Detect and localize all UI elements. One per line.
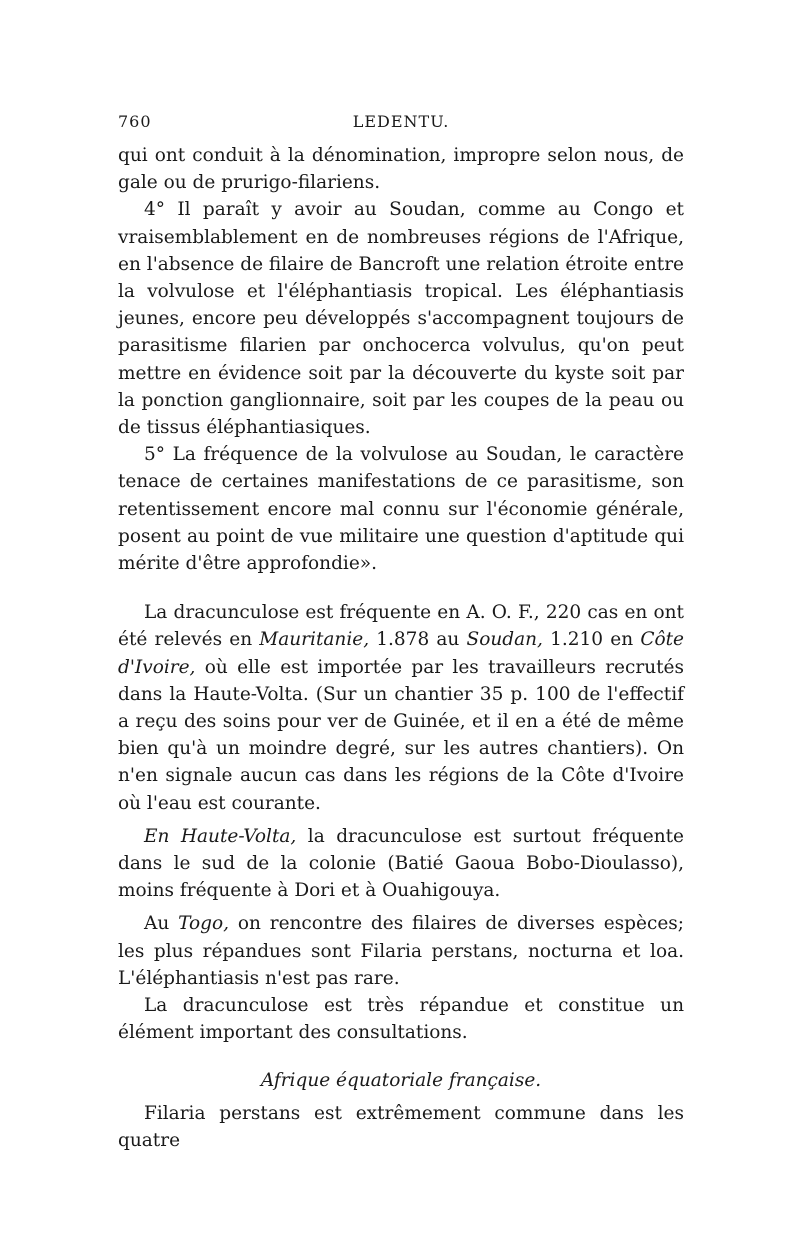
text-run: 1.878 au — [369, 629, 467, 651]
text-run: la dracunculose est surtout fréquente dans le sud de la colonie (Batié Gaoua Bobo-Dioulasso), moins fréquente à Dori et à Ouahigouya. — [118, 825, 684, 902]
italic-run: Togo, — [178, 913, 230, 935]
italic-run: Mauritanie, — [259, 629, 370, 651]
text-run: on rencontre des filaires de diverses espèces; les plus répandues sont Filaria perstans, nocturna et loa. L'éléphantiasis n'est pas rare. — [118, 913, 684, 989]
paragraph-aef: Filaria perstans est extrêmement commune dans les quatre — [118, 1102, 684, 1151]
page-header — [118, 112, 684, 142]
paragraph-haute-volta — [118, 823, 684, 905]
italic-run: Soudan, — [466, 629, 543, 651]
text-run: Au — [144, 913, 179, 935]
paragraph-togo — [118, 910, 684, 992]
text-run: 1.210 en — [542, 629, 641, 651]
text-run: où elle est importée par les travailleurs recrutés dans la Haute-Volta. (Sur un chantier 35 p. 100 de l'effectif a reçu des soins pour ver de Guinée, et il en a été de même bien qu'à un moindre degré, sur les autres chantiers). On n'en signale aucun cas dans les régions de la Côte d'Ivoire où l'eau est courante. — [118, 656, 684, 814]
italic-run: En Haute-Volta, — [144, 825, 297, 847]
document-page — [118, 112, 684, 1154]
running-title: LEDENTU. — [352, 112, 450, 131]
paragraph-dracunculose-togo: La dracunculose est très répandue et constitue un élément important des consultations. — [118, 995, 684, 1044]
paragraph-point-4: 4° Il paraît y avoir au Soudan, comme au Congo et vraisemblablement en de nombreuses régions de l'Afrique, en l'absence de filaire de Bancroft une relation étroite entre la volvulose et l'éléphantiasis tropical. Les éléphantiasis jeunes, encore peu développés s'accompagnent toujours de parasitisme filarien par onchocerca volvulus, qu'on peut mettre en évidence soit par la découverte du kyste soit par la ponction ganglionnaire, soit par les coupes de la peau ou de tissus éléphantiasiques. — [118, 199, 684, 439]
section-title: Afrique équatoriale française. — [260, 1069, 542, 1091]
italic-run: Côte d'Ivoire, — [118, 629, 684, 678]
paragraph-dracunculose-aof — [118, 599, 684, 817]
page-number: 760 — [118, 112, 152, 131]
paragraph-continuation: qui ont conduit à la dénomination, impropre selon nous, de gale ou de prurigo-filariens. — [118, 145, 684, 194]
text-run: La dracunculose est fréquente en A. O. F., 220 cas en ont été relevés en — [118, 602, 684, 651]
paragraph-point-5: 5° La fréquence de la volvulose au Soudan, le caractère tenace de certaines manifestations de ce parasitisme, son retentissement encore mal connu sur l'économie générale, posent au point de vue militaire une question d'aptitude qui mérite d'être approfondie». — [118, 444, 684, 575]
